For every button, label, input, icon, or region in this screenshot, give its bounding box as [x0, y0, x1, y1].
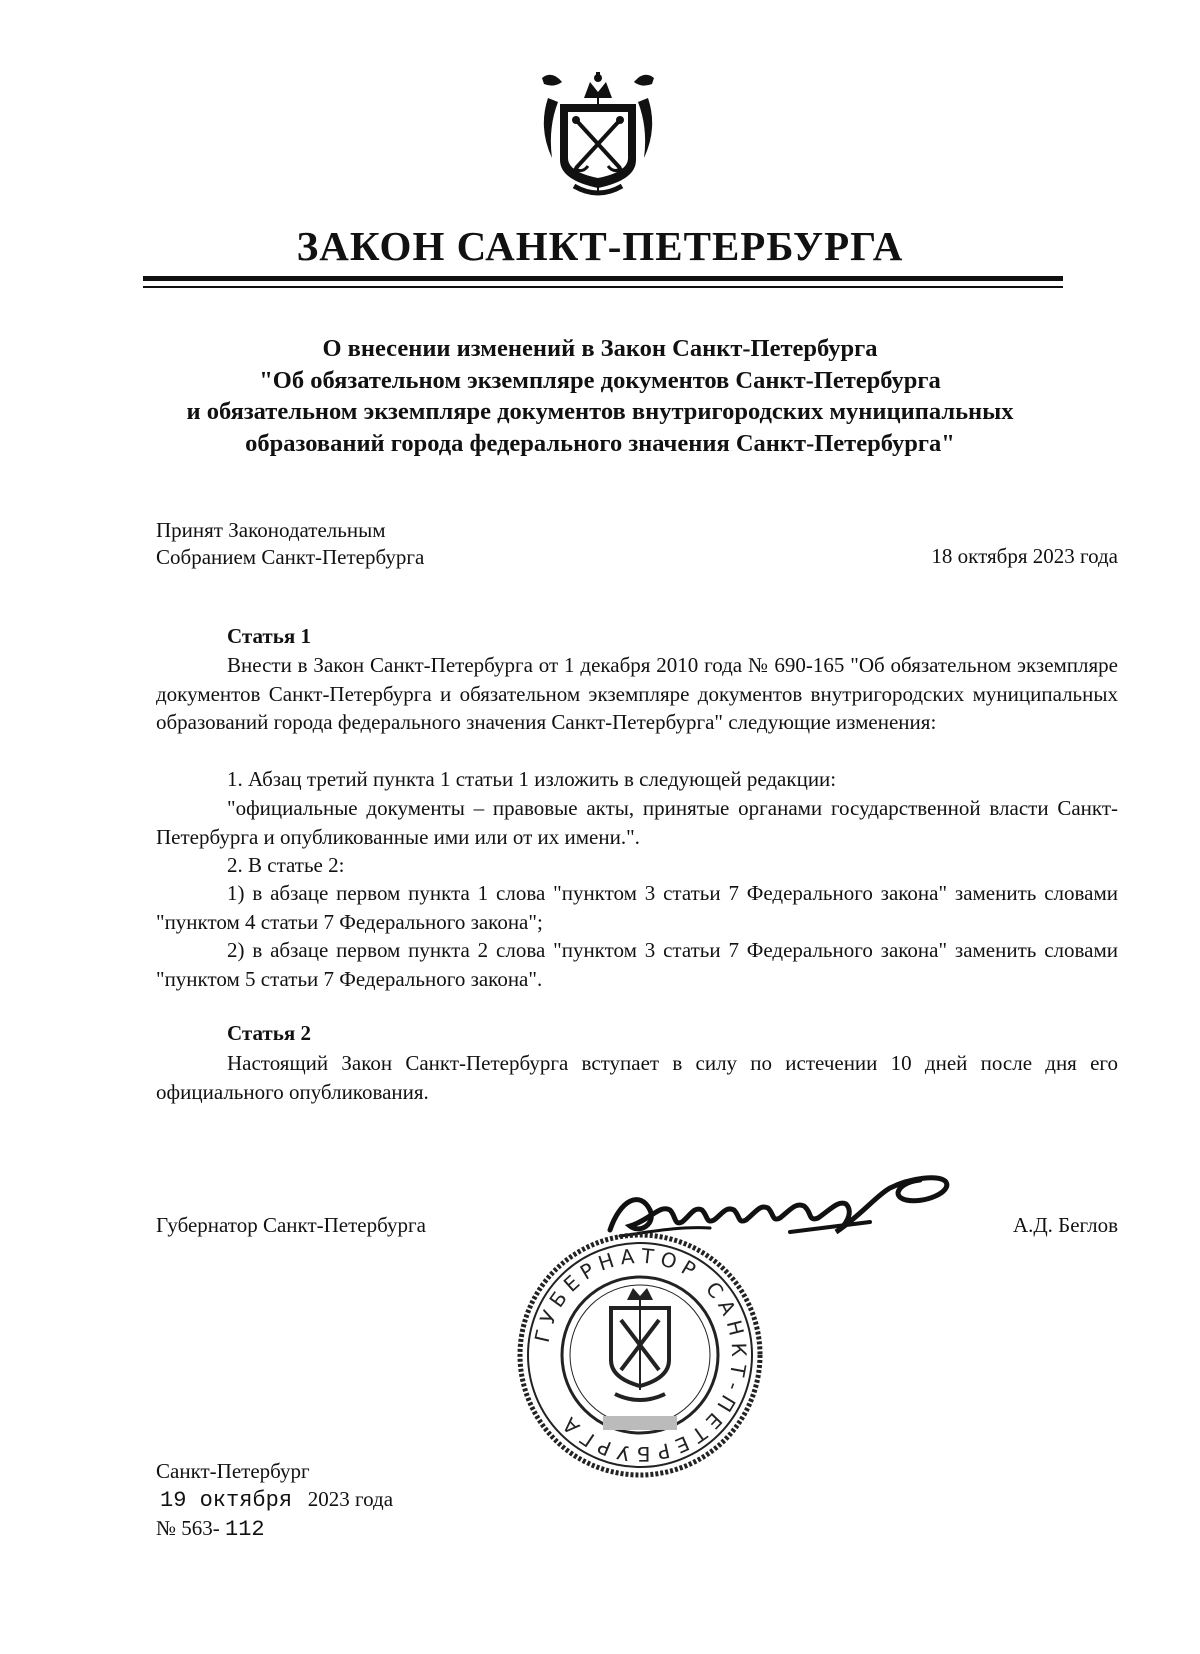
article-1-title: Статья 1 [227, 624, 311, 648]
signer-name: А.Д. Беглов [1012, 1213, 1118, 1237]
document-date [160, 1485, 393, 1515]
article-1-paragraph: 2. В статье 2: [227, 853, 345, 877]
signer-title: Губернатор Санкт-Петербурга [156, 1213, 426, 1237]
article-1-paragraph: 1. Абзац третий пункта 1 статьи 1 изложить в следующей редакции: [227, 767, 837, 791]
article-2-title: Статья 2 [227, 1021, 311, 1045]
law-title: ЗАКОН САНКТ-ПЕТЕРБУРГА [296, 223, 904, 269]
adoption-line-1: Принят Законодательным [156, 518, 386, 542]
adoption-info [156, 517, 576, 571]
subject-line-4: образований города федерального значения Санкт-Петербурга" [245, 429, 955, 457]
article-1-paragraph: 1) в абзаце первом пункта 1 слова "пунктом 3 статьи 7 Федерального закона" заменить словами "пунктом 4 статьи 7 Федерального закона"; [156, 881, 1118, 934]
signing-place: Санкт-Петербург [156, 1459, 310, 1483]
document-number-typed: 112 [225, 1517, 265, 1542]
title-rule-thick [143, 276, 1063, 281]
subject-line-2: "Об обязательном экземпляре документов Санкт-Петербурга [259, 366, 941, 394]
official-seal [515, 1230, 765, 1480]
law-subject [150, 333, 1050, 459]
subject-line-1: О внесении изменений в Закон Санкт-Петербурга [322, 335, 878, 362]
article-1-paragraph: "официальные документы – правовые акты, принятые органами государственной власти Санкт-Петербурга и опубликованные ими или от их имени.". [156, 796, 1118, 849]
adoption-date: 18 октября 2023 года [931, 544, 1118, 568]
document-number [156, 1514, 265, 1544]
document-date-year: 2023 года [307, 1487, 394, 1511]
article-2-paragraph: Настоящий Закон Санкт-Петербурга вступает в силу по истечении 10 дней после дня его официального опубликования. [156, 1051, 1118, 1104]
subject-line-3: и обязательном экземпляре документов внутригородских муниципальных [186, 398, 1014, 425]
title-rule-thin [143, 286, 1063, 288]
document-date-typed: 19 октября [160, 1488, 293, 1513]
document-number-prefix: № 563- [156, 1516, 220, 1540]
article-1-paragraph: 2) в абзаце первом пункта 2 слова "пунктом 3 статьи 7 Федерального закона" заменить словами "пунктом 5 статьи 7 Федерального закона". [156, 938, 1118, 991]
seal-text: ГУБЕРНАТОР САНКТ-ПЕТЕРБУРГА [529, 1243, 752, 1467]
coat-of-arms-emblem [534, 68, 662, 200]
adoption-line-2: Собранием Санкт-Петербурга [156, 545, 425, 569]
article-1-paragraph: Внести в Закон Санкт-Петербурга от 1 декабря 2010 года № 690-165 "Об обязательном экземпляре документов Санкт-Петербурга и обязательном экземпляре документов внутригородских муниципальных образований города федерального значения Санкт-Петербурга" следующие изменения: [156, 653, 1118, 734]
